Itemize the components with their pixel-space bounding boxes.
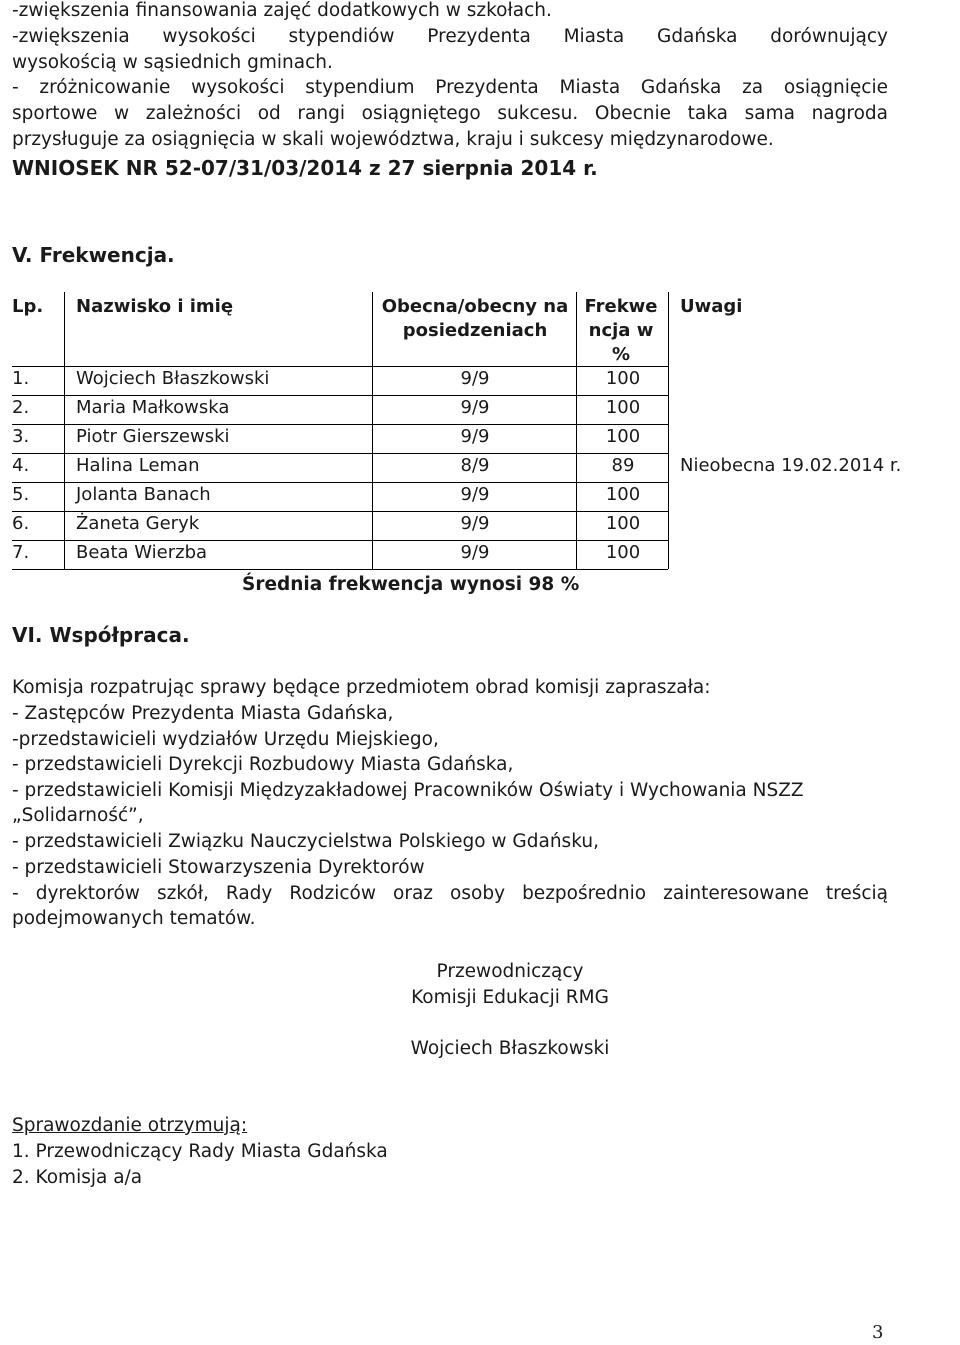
intro-line-5: sportowe w zależności od rangi osiągniętego sukcesu. Obecnie taka sama nagroda xyxy=(12,103,888,124)
list-item: - dyrektorów szkół, Rady Rodziców oraz osoby bezpośrednio zainteresowane treścią xyxy=(12,883,888,904)
row-attendance: 100 xyxy=(605,513,641,534)
average-attendance: Średnia frekwencja wynosi 98 % xyxy=(242,574,580,595)
section-5-title: V. Frekwencja. xyxy=(12,243,175,267)
intro-line-1: -zwiększenia finansowania zajęć dodatkowych w szkołach. xyxy=(12,0,552,21)
row-notes: Nieobecna 19.02.2014 r. xyxy=(680,455,902,476)
row-presence: 9/9 xyxy=(460,397,490,418)
table-divider xyxy=(64,292,65,569)
distribution-item: 1. Przewodniczący Rady Miasta Gdańska xyxy=(12,1141,388,1162)
wniosek-heading: WNIOSEK NR 52-07/31/03/2014 z 27 sierpnia 2014 r. xyxy=(12,156,598,180)
row-presence: 9/9 xyxy=(460,368,490,389)
row-attendance: 100 xyxy=(605,397,641,418)
cooperation-intro: Komisja rozpatrując sprawy będące przedmiotem obrad komisji zapraszała: xyxy=(12,677,711,698)
table-row-line xyxy=(12,453,668,454)
row-name: Żaneta Geryk xyxy=(76,513,200,534)
row-lp: 5. xyxy=(12,484,30,505)
table-divider xyxy=(372,292,373,569)
row-attendance: 100 xyxy=(605,484,641,505)
table-divider xyxy=(668,292,669,569)
row-attendance: 100 xyxy=(605,426,641,447)
intro-line-6: przysługuje za osiągnięcia w skali województwa, kraju i sukcesy międzynarodowe. xyxy=(12,129,774,150)
row-attendance: 100 xyxy=(605,368,641,389)
table-row-line xyxy=(12,482,668,483)
list-item: - przedstawicieli Komisji Międzyzakładowej Pracowników Oświaty i Wychowania NSZZ xyxy=(12,780,804,801)
row-name: Beata Wierzba xyxy=(76,542,208,563)
table-row-line xyxy=(12,424,668,425)
header-attendance-3: % xyxy=(611,344,631,365)
row-name: Halina Leman xyxy=(76,455,200,476)
row-lp: 6. xyxy=(12,513,30,534)
intro-line-3: wysokością w sąsiednich gminach. xyxy=(12,52,333,73)
header-presence-1: Obecna/obecny na xyxy=(381,296,569,317)
header-presence-2: posiedzeniach xyxy=(402,320,548,341)
table-divider xyxy=(576,292,577,569)
header-lp: Lp. xyxy=(12,296,44,317)
table-row-line xyxy=(12,511,668,512)
list-item: - przedstawicieli Stowarzyszenia Dyrektorów xyxy=(12,857,425,878)
row-presence: 9/9 xyxy=(460,513,490,534)
distribution-item: 2. Komisja a/a xyxy=(12,1167,143,1188)
table-row-line xyxy=(12,366,668,367)
row-name: Maria Małkowska xyxy=(76,397,230,418)
row-presence: 9/9 xyxy=(460,426,490,447)
header-name: Nazwisko i imię xyxy=(76,296,234,317)
list-item: - przedstawicieli Dyrekcji Rozbudowy Miasta Gdańska, xyxy=(12,754,514,775)
distribution-title: Sprawozdanie otrzymują: xyxy=(12,1115,248,1136)
page-number: 3 xyxy=(872,1322,884,1343)
section-6-title: VI. Współpraca. xyxy=(12,623,190,647)
list-item: - przedstawicieli Związku Nauczycielstwa Polskiego w Gdańsku, xyxy=(12,831,599,852)
row-presence: 8/9 xyxy=(460,455,490,476)
intro-line-4: - zróżnicowanie wysokości stypendium Prezydenta Miasta Gdańska za osiągnięcie xyxy=(12,77,888,98)
row-name: Jolanta Banach xyxy=(76,484,211,505)
row-presence: 9/9 xyxy=(460,542,490,563)
row-lp: 3. xyxy=(12,426,30,447)
header-attendance-1: Frekwe xyxy=(584,296,658,317)
row-name: Piotr Gierszewski xyxy=(76,426,230,447)
header-attendance-2: ncja w xyxy=(588,320,654,341)
list-item: - Zastępców Prezydenta Miasta Gdańska, xyxy=(12,703,394,724)
table-row-line xyxy=(12,569,668,570)
row-lp: 7. xyxy=(12,542,30,563)
row-name: Wojciech Błaszkowski xyxy=(76,368,270,389)
list-item: podejmowanych tematów. xyxy=(12,908,256,929)
list-item: -przedstawicieli wydziałów Urzędu Miejskiego, xyxy=(12,729,439,750)
row-attendance: 89 xyxy=(611,455,635,476)
row-lp: 1. xyxy=(12,368,30,389)
table-row-line xyxy=(12,395,668,396)
intro-line-2: -zwiększenia wysokości stypendiów Prezydenta Miasta Gdańska dorównujący xyxy=(12,26,888,47)
signature-title: Przewodniczący xyxy=(436,961,584,982)
list-item: „Solidarność”, xyxy=(12,805,144,826)
header-notes: Uwagi xyxy=(680,296,743,317)
row-presence: 9/9 xyxy=(460,484,490,505)
table-row-line xyxy=(12,540,668,541)
row-lp: 2. xyxy=(12,397,30,418)
row-lp: 4. xyxy=(12,455,30,476)
row-attendance: 100 xyxy=(605,542,641,563)
signature-name: Wojciech Błaszkowski xyxy=(410,1038,610,1059)
signature-committee: Komisji Edukacji RMG xyxy=(411,987,609,1008)
